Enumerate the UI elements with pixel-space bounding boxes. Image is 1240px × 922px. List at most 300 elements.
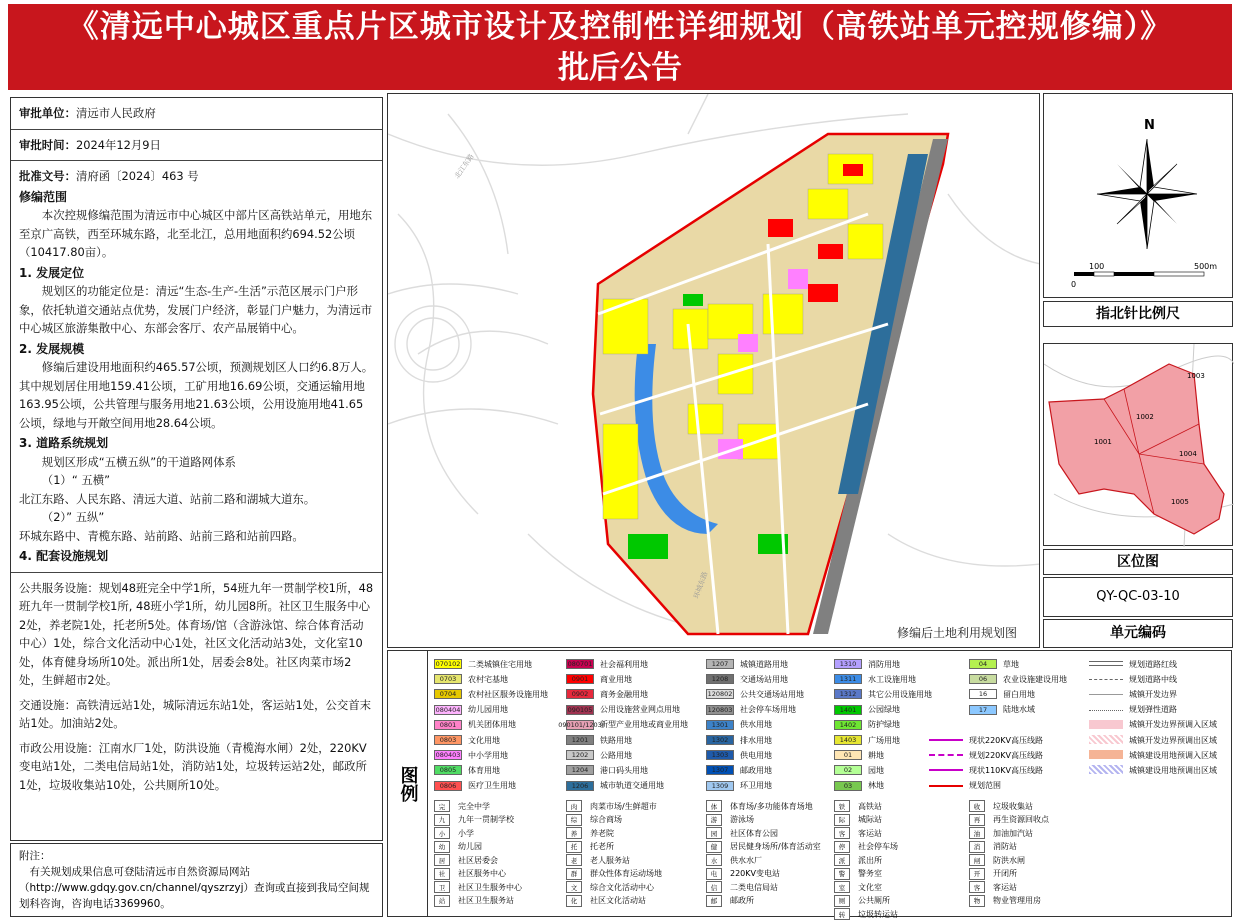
- legend-line-symbol: [929, 750, 963, 760]
- legend-label: 商务金融用地: [600, 689, 648, 699]
- legend-icon-item: [434, 826, 474, 840]
- approval-unit: 审批单位：清远市人民政府: [19, 106, 156, 120]
- legend-label: 医疗卫生用地: [468, 781, 516, 791]
- legend-swatch: 1310: [834, 659, 862, 669]
- legend-swatch: 1401: [834, 705, 862, 715]
- road-label-2: 环城东路: [692, 570, 710, 600]
- legend-line-item: [1089, 718, 1217, 732]
- legend-label: 农村社区服务设施用地: [468, 689, 548, 699]
- facility-symbol-icon: 际: [834, 814, 850, 826]
- legend-label: 交通场站用地: [740, 674, 788, 684]
- legend-label: 二类城镇住宅用地: [468, 659, 532, 669]
- legend-item: [566, 779, 664, 793]
- legend-icon-item: [706, 826, 778, 840]
- legend-swatch: 1312: [834, 689, 862, 699]
- legend-label: 规划道路中线: [1129, 674, 1177, 684]
- location-map-label: 区位图: [1043, 549, 1233, 575]
- legend-icon-item: [566, 799, 657, 813]
- legend-label: 供电用地: [740, 750, 772, 760]
- legend-label: 完全中学: [458, 801, 490, 811]
- facility-symbol-icon: 站: [434, 895, 450, 907]
- legend-label: 邮政用地: [740, 765, 772, 775]
- legend-line-item: [929, 779, 1001, 793]
- legend-line-item: [1089, 763, 1217, 777]
- legend-label: 广场用地: [868, 735, 900, 745]
- legend-label: 排水用地: [740, 735, 772, 745]
- legend-line-item: [929, 733, 1043, 747]
- legend-label: 规划220KV高压线路: [969, 750, 1043, 760]
- legend-line-item: [929, 763, 1043, 777]
- legend-line-symbol: [1089, 674, 1123, 684]
- legend-icon-item: [566, 867, 662, 881]
- legend-item: [834, 672, 916, 686]
- legend-swatch: 090101/1203: [558, 720, 602, 729]
- legend-label: 城镇开发边界预调出区域: [1129, 735, 1217, 745]
- legend-label: 肉菜市场/生鲜超市: [590, 801, 657, 811]
- land-use-map-drawing: [388, 94, 1040, 648]
- legend-item: [566, 763, 648, 777]
- legend-label: 社区文化活动站: [590, 896, 646, 905]
- legend-swatch: 080404: [435, 705, 461, 714]
- legend-icon-item: [434, 853, 498, 867]
- legend-item: [969, 657, 1019, 671]
- legend-label: 规划范围: [969, 781, 1001, 791]
- facility-symbol-icon: 文: [566, 881, 582, 893]
- legend-line-item: [1089, 687, 1177, 701]
- facility-symbol-icon: 警: [834, 868, 850, 880]
- legend-label: 城市轨道交通用地: [600, 781, 664, 791]
- legend-swatch: 1307: [706, 765, 734, 775]
- legend-icon-item: [969, 826, 1033, 840]
- legend-label: 城镇道路用地: [740, 659, 788, 669]
- legend-line-item: [1089, 703, 1177, 717]
- legend-line-symbol: [1089, 735, 1123, 745]
- legend-label: 加油加汽站: [993, 828, 1033, 838]
- legend-label: 港口码头用地: [600, 765, 648, 775]
- title-banner: [8, 4, 1232, 90]
- compass-icon: [1097, 139, 1197, 249]
- legend-swatch: 16: [969, 689, 997, 699]
- traffic-facility-text: 交通设施：高铁清远站1处，城际清远东站1处，客运站1处，公交首末站1处。加油站2处。: [19, 697, 372, 730]
- legend-label: 九年一贯制学校: [458, 815, 514, 824]
- legend-label: 其它公用设施用地: [868, 689, 932, 699]
- road-vertical-heading: （2）” 五纵”: [41, 510, 105, 524]
- facility-symbol-icon: 完: [434, 800, 450, 812]
- facility-symbol-icon: 消: [969, 841, 985, 853]
- facility-symbol-icon: 油: [969, 827, 985, 839]
- legend-line-symbol: [1089, 720, 1123, 730]
- legend-swatch: 0901: [566, 674, 594, 684]
- location-map-drawing: [1044, 344, 1234, 547]
- legend-icon-item: [834, 799, 882, 813]
- legend-icon-item: [969, 853, 1025, 867]
- facility-symbol-icon: 养: [566, 827, 582, 839]
- approval-doc-number: 批准文号：清府函〔2024〕463 号: [19, 169, 199, 183]
- legend-swatch: 0902: [566, 689, 594, 699]
- north-letter: N: [1144, 118, 1155, 133]
- facility-symbol-icon: 信: [706, 881, 722, 893]
- legend-icon-item: [706, 799, 813, 813]
- legend-icon-item: [834, 826, 882, 840]
- legend-item: [566, 687, 648, 701]
- legend-icon-item: [566, 813, 622, 827]
- legend-label: 环卫用地: [740, 781, 772, 791]
- legend-swatch: 1201: [566, 735, 594, 745]
- legend-label: 客运站: [858, 828, 882, 838]
- legend-icon-item: [706, 813, 754, 827]
- legend-swatch: 1202: [566, 750, 594, 760]
- legend-swatch: 080403: [435, 751, 461, 760]
- unit-1004: 1004: [1179, 450, 1197, 458]
- legend-label: 防洪水闸: [993, 855, 1025, 865]
- legend-label: 公用设施营业网点用地: [600, 705, 680, 715]
- legend-label: 幼儿园: [458, 842, 482, 851]
- legend-icon-item: [969, 894, 1041, 908]
- facility-heading: 4. 配套设施规划: [19, 549, 109, 563]
- legend-swatch: 1311: [834, 674, 862, 684]
- legend-label: 养老院: [590, 828, 614, 838]
- legend-label: 社区卫生服务中心: [458, 882, 522, 892]
- note-line2: （http://www.gdqy.gov.cn/channel/qyszrzyj）查询或直接到我局空间规划科咨询，咨询电话3369960。: [19, 882, 370, 910]
- legend-icon-item: [434, 840, 482, 854]
- road-text: 规划区形成“五横五纵”的干道路网体系: [41, 454, 236, 469]
- legend-label: 留白用地: [1003, 689, 1035, 699]
- legend-label: 社区体育公园: [730, 828, 778, 838]
- legend-line-symbol: [929, 765, 963, 775]
- legend-label: 城镇开发边界预调入区域: [1129, 720, 1217, 730]
- facility-symbol-icon: 收: [969, 800, 985, 812]
- legend-label: 公路用地: [600, 750, 632, 760]
- legend-label: 文化用地: [468, 735, 500, 745]
- legend-label: 高铁站: [858, 801, 882, 811]
- legend-swatch: 1303: [706, 750, 734, 760]
- legend-swatch: 1309: [706, 781, 734, 791]
- approval-time: 审批时间：2024年12月9日: [19, 137, 161, 152]
- legend-item: [434, 718, 516, 732]
- legend-swatch: 1208: [706, 674, 734, 684]
- scale-text: 修编后建设用地面积约465.57公顷，预测规划区人口约6.8万人。其中规划居住用地159.41公顷，工矿用地16.69公顷，交通运输用地163.95公顷，公共管理与服务用地21.63公顷，公用设施用地41.65公顷，绿地与开敞空间用地28.64公顷。: [19, 360, 374, 430]
- legend-swatch: 06: [969, 674, 997, 684]
- scale-heading: 2. 发展规模: [19, 341, 85, 356]
- legend-label: 社会停车场: [858, 842, 898, 851]
- legend-label: 现状220KV高压线路: [969, 735, 1043, 745]
- legend-icon-item: [969, 867, 1017, 881]
- legend-item: [706, 763, 772, 777]
- legend-item: [706, 779, 772, 793]
- unit-code-value: QY-QC-03-10: [1043, 577, 1233, 617]
- legend-swatch: 1207: [706, 659, 734, 669]
- legend-label: 陆地水域: [1003, 705, 1035, 715]
- right-column: [1043, 93, 1233, 648]
- positioning-text: 规划区的功能定位是：清远“生态-生产-生活”示范区展示门户形象，依托轨道交通站点优势，发展门户经济，彰显门户魅力，为清远市中心城区旅游集散中心、东部会客厅、农产品展销中心。: [19, 284, 373, 335]
- legend-item: [706, 657, 788, 671]
- legend-item: [969, 672, 1067, 686]
- unit-1003: 1003: [1187, 372, 1205, 380]
- legend-label: 物业管理用房: [993, 896, 1041, 905]
- legend-icon-item: [434, 813, 514, 827]
- facility-symbol-icon: 客: [969, 881, 985, 893]
- facility-symbol-icon: 游: [706, 814, 722, 826]
- facility-symbol-icon: 社: [434, 868, 450, 880]
- legend-item: [566, 748, 632, 762]
- legend-item: [834, 748, 884, 762]
- announcement-text-panel: [10, 97, 383, 841]
- road-horizontal-heading: （1）“ 五横”: [41, 473, 111, 487]
- legend-label: 防护绿地: [868, 720, 900, 730]
- note-title: 附注：: [19, 850, 51, 862]
- legend-label: 水工设施用地: [868, 674, 916, 684]
- legend-item: [706, 672, 788, 686]
- legend-label: 铁路用地: [600, 735, 632, 745]
- legend-icon-item: [566, 880, 654, 894]
- legend-label: 公共交通场站用地: [740, 689, 804, 699]
- legend-label: 垃圾转运站: [858, 909, 898, 919]
- facility-symbol-icon: 托: [566, 841, 582, 853]
- land-use-map: [387, 93, 1040, 648]
- legend-item: [434, 748, 508, 762]
- legend-swatch: 17: [969, 705, 997, 715]
- public-facility-text: 公共服务设施：规划48班完全中学1所，54班九年一贯制学校1所，48班九年一贯制学校1所, 48班小学1所，幼儿园8所。社区卫生服务中心2处，养老院1处，托老所5处。体育场/馆（含游泳馆、综合体育活动中心）1处，综合文化活动中心1处，社区文化活动站3处，文化室10处，体育健身场所10处。派出所1处，居委会8处。社区肉菜市场2处，生鲜超市2处。: [19, 580, 374, 687]
- legend-icon-item: [969, 813, 1049, 827]
- legend-label: 林地: [868, 781, 884, 791]
- legend-icon-item: [706, 894, 754, 908]
- legend-icon-item: [969, 880, 1017, 894]
- facility-symbol-icon: 综: [566, 814, 582, 826]
- map-caption: 修编后土地利用规划图: [896, 626, 1017, 640]
- legend-icon-item: [834, 840, 898, 854]
- legend-item: [434, 703, 508, 717]
- legend-icon-item: [834, 880, 882, 894]
- legend-icon-item: [834, 907, 898, 921]
- facility-symbol-icon: 厕: [834, 895, 850, 907]
- road-vertical-text: 环城东路中、青榄东路、站前路、站前三路和站前四路。: [19, 528, 304, 543]
- legend-label: 城镇建设用地预调入区域: [1129, 750, 1217, 760]
- unit-1002: 1002: [1136, 413, 1154, 421]
- legend-label: 社区居委会: [458, 855, 498, 865]
- north-arrow-scale-drawing: [1044, 94, 1234, 299]
- facility-symbol-icon: 幼: [434, 841, 450, 853]
- legend-item: [566, 657, 648, 671]
- legend-label: 托老所: [590, 842, 614, 851]
- scope-text: 本次控规修编范围为清远市中心城区中部片区高铁站单元，用地东至京广高铁，西至环城东路，北至北江，总用地面积约694.52公顷（10417.80亩）。: [19, 208, 373, 259]
- legend-label: 社会停车场用地: [740, 705, 796, 715]
- legend-label: 供水用地: [740, 720, 772, 730]
- legend-item: [834, 779, 884, 793]
- facility-symbol-icon: 群: [566, 868, 582, 880]
- legend-icon-item: [706, 880, 778, 894]
- facility-symbol-icon: 化: [566, 895, 582, 907]
- legend-swatch: 1302: [706, 735, 734, 745]
- page-subtitle: 批后公告: [558, 50, 682, 86]
- legend-icon-item: [566, 826, 614, 840]
- legend-icon-item: [566, 853, 630, 867]
- legend-label: 再生资源回收点: [993, 815, 1049, 824]
- legend-swatch: 080701: [567, 660, 593, 668]
- legend-swatch: 02: [834, 765, 862, 775]
- legend-line-item: [1089, 748, 1217, 762]
- legend-item: [434, 657, 532, 671]
- legend-label: 城际站: [858, 815, 882, 824]
- legend-label: 社区服务中心: [458, 869, 506, 878]
- scale-label-100: 100: [1089, 262, 1105, 271]
- legend-item: [558, 718, 688, 732]
- legend-line-symbol: [1089, 689, 1123, 699]
- legend-item: [834, 657, 900, 671]
- facility-symbol-icon: 老: [566, 854, 582, 866]
- legend-icon-item: [969, 840, 1017, 854]
- legend-icon-item: [706, 853, 762, 867]
- legend-label: 消防用地: [868, 659, 900, 669]
- legend-label: 二类电信局站: [730, 882, 778, 892]
- legend-panel: [387, 650, 1232, 917]
- scale-label-500: 500m: [1194, 262, 1218, 271]
- municipal-facility-text: 市政公用设施：江南水厂1处，防洪设施（青榄海水闸）2处，220KV变电站1处，二类电信局站1处，消防站1处，垃圾转运站2处，邮政所1处，垃圾收集站10处，公共厕所10处。: [19, 740, 367, 792]
- legend-label: 园地: [868, 765, 884, 775]
- legend-label: 新型产业用地或商业用地: [600, 720, 688, 730]
- legend-icon-item: [969, 799, 1033, 813]
- legend-label: 中小学用地: [468, 750, 508, 760]
- legend-label: 消防站: [993, 842, 1017, 851]
- legend-item: [434, 763, 500, 777]
- facility-symbol-icon: 电: [706, 868, 722, 880]
- legend-label: 城镇建设用地预调出区域: [1129, 765, 1217, 775]
- legend-item: [969, 703, 1035, 717]
- legend-label: 老人服务站: [590, 855, 630, 865]
- facility-symbol-icon: 室: [834, 881, 850, 893]
- legend-icon-item: [566, 894, 646, 908]
- facility-symbol-icon: 客: [834, 827, 850, 839]
- legend-label: 图例: [388, 651, 428, 916]
- legend-swatch: 1204: [566, 765, 594, 775]
- legend-swatch: 1402: [834, 720, 862, 730]
- legend-swatch: 0805: [434, 765, 462, 775]
- facility-symbol-icon: 派: [834, 854, 850, 866]
- legend-swatch: 070102: [435, 660, 461, 668]
- legend-line-item: [1089, 672, 1177, 686]
- facility-symbol-icon: 停: [834, 841, 850, 853]
- legend-grid: [434, 657, 1229, 919]
- legend-line-symbol: [1089, 765, 1123, 775]
- legend-label: 综合商场: [590, 815, 622, 824]
- legend-label: 居民健身场所/体育活动室: [730, 842, 821, 851]
- legend-item: [434, 672, 508, 686]
- legend-label: 公共厕所: [858, 896, 890, 905]
- legend-label: 机关团体用地: [468, 720, 516, 730]
- legend-icon-item: [434, 880, 522, 894]
- legend-label: 派出所: [858, 855, 882, 865]
- note-panel: [10, 843, 383, 917]
- legend-icon-item: [434, 867, 506, 881]
- legend-item: [706, 703, 796, 717]
- legend-line-symbol: [929, 735, 963, 745]
- legend-label: 游泳场: [730, 815, 754, 824]
- facility-symbol-icon: 铁: [834, 800, 850, 812]
- legend-label: 社会福利用地: [600, 659, 648, 669]
- legend-label: 农村宅基地: [468, 674, 508, 684]
- legend-label: 群众性体育运动场地: [590, 869, 662, 878]
- legend-line-symbol: [1089, 659, 1123, 669]
- legend-label: 综合文化活动中心: [590, 882, 654, 892]
- scale-bar: [1074, 272, 1204, 276]
- legend-swatch: 1403: [834, 735, 862, 745]
- legend-icon-item: [434, 799, 490, 813]
- legend-item: [969, 687, 1035, 701]
- legend-icon-item: [834, 853, 882, 867]
- legend-label: 耕地: [868, 750, 884, 760]
- road-label-1: 北江东路: [453, 152, 476, 181]
- legend-line-symbol: [1089, 750, 1123, 760]
- legend-icon-item: [706, 867, 780, 881]
- legend-swatch: 1206: [566, 781, 594, 791]
- legend-line-item: [929, 748, 1043, 762]
- facility-symbol-icon: 肉: [566, 800, 582, 812]
- legend-swatch: 01: [834, 750, 862, 760]
- unit-1001: 1001: [1094, 438, 1112, 446]
- legend-label: 规划弹性道路: [1129, 705, 1177, 715]
- facility-symbol-icon: 邮: [706, 895, 722, 907]
- legend-label: 草地: [1003, 659, 1019, 669]
- north-scale-label: 指北针比例尺: [1043, 301, 1233, 327]
- legend-label: 垃圾收集站: [993, 801, 1033, 811]
- legend-line-item: [1089, 657, 1177, 671]
- legend-item: [834, 733, 900, 747]
- legend-item: [566, 703, 680, 717]
- legend-item: [706, 733, 772, 747]
- facility-symbol-icon: 闸: [969, 854, 985, 866]
- legend-label: 幼儿园用地: [468, 705, 508, 715]
- legend-icon-item: [834, 813, 882, 827]
- north-arrow-box: [1043, 93, 1233, 298]
- legend-label: 体育场/多功能体育场地: [730, 801, 813, 811]
- unit-1005: 1005: [1171, 498, 1189, 506]
- location-map-box: [1043, 343, 1233, 546]
- legend-swatch: 0801: [434, 720, 462, 730]
- legend-line-item: [1089, 733, 1217, 747]
- legend-item: [834, 718, 900, 732]
- legend-item: [434, 779, 516, 793]
- facility-symbol-icon: 物: [969, 895, 985, 907]
- legend-item: [706, 718, 772, 732]
- facility-symbol-icon: 体: [706, 800, 722, 812]
- legend-icon-item: [834, 867, 882, 881]
- facility-symbol-icon: 园: [706, 827, 722, 839]
- legend-swatch: 0806: [434, 781, 462, 791]
- legend-label: 文化室: [858, 882, 882, 892]
- facility-symbol-icon: 水: [706, 854, 722, 866]
- legend-item: [706, 687, 804, 701]
- legend-label: 小学: [458, 828, 474, 838]
- legend-label: 社区卫生服务站: [458, 896, 514, 905]
- legend-swatch: 0703: [434, 674, 462, 684]
- unit-code-label: 单元编码: [1043, 619, 1233, 648]
- road-heading: 3. 道路系统规划: [19, 436, 109, 450]
- legend-line-symbol: [1089, 705, 1123, 715]
- note-line1: 有关规划成果信息可登陆清远市自然资源局网站: [29, 866, 250, 878]
- positioning-heading: 1. 发展定位: [19, 265, 85, 280]
- facility-symbol-icon: 再: [969, 814, 985, 826]
- page-title: 《清远中心城区重点片区城市设计及控制性详细规划（高铁站单元控规修编）》: [67, 9, 1173, 45]
- legend-label: 邮政所: [730, 896, 754, 905]
- legend-swatch: 03: [834, 781, 862, 791]
- facility-symbol-icon: 小: [434, 827, 450, 839]
- legend-label: 客运站: [993, 882, 1017, 892]
- legend-item: [834, 763, 884, 777]
- scale-label-0: 0: [1071, 280, 1077, 289]
- legend-label: 现状110KV高压线路: [969, 765, 1043, 775]
- legend-line-symbol: [929, 781, 963, 791]
- legend-swatch: 04: [969, 659, 997, 669]
- legend-swatch: 120802: [707, 690, 733, 699]
